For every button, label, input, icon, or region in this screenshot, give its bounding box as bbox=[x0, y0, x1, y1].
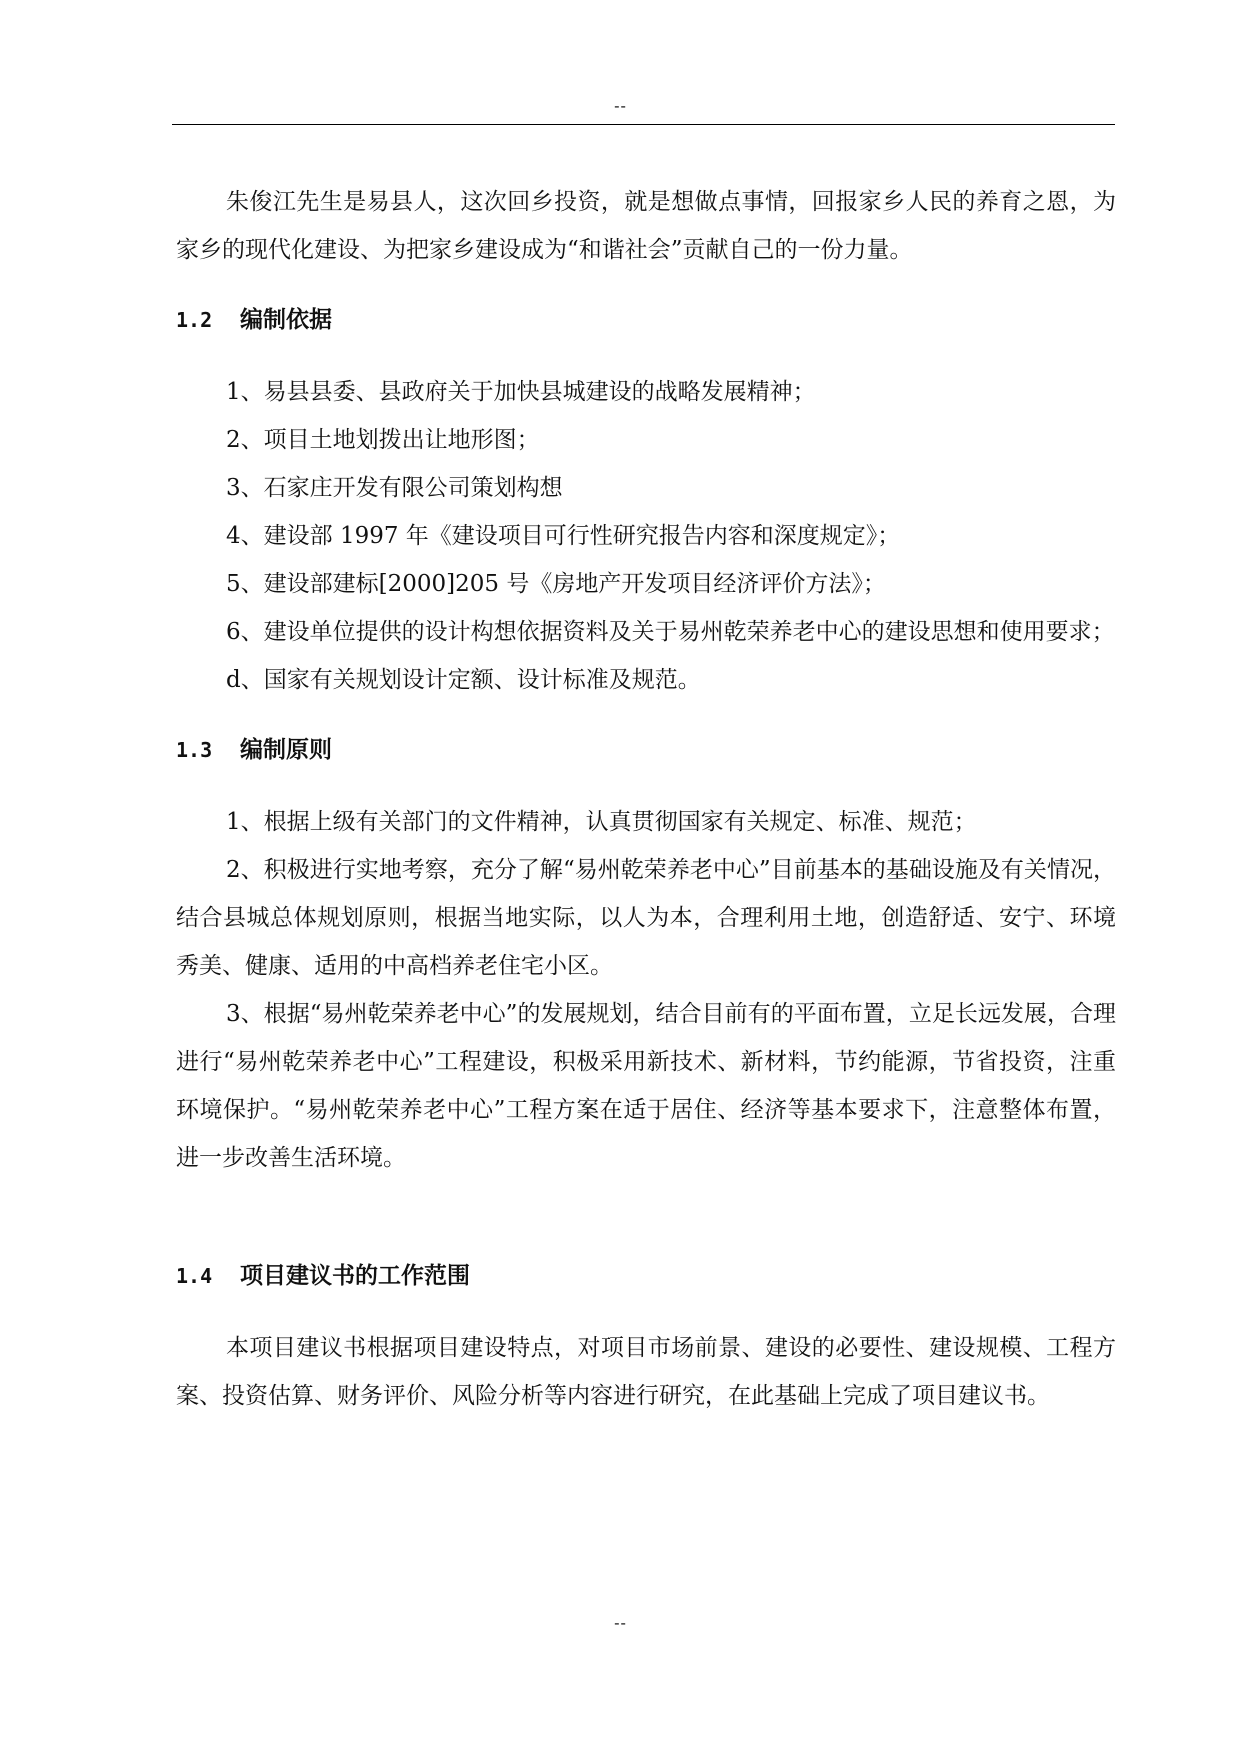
spacer bbox=[176, 704, 1116, 726]
section-heading-1-3 bbox=[176, 726, 1116, 774]
section-title: 编制依据 bbox=[240, 306, 332, 333]
spacer bbox=[176, 1300, 1116, 1324]
list-item: 1、根据上级有关部门的文件精神，认真贯彻国家有关规定、标准、规范； bbox=[226, 809, 977, 835]
list-item: 2、项目土地划拨出让地形图； bbox=[226, 427, 540, 453]
list-item: 2、积极进行实地考察，充分了解“易州乾荣养老中心”目前基本的基础设施及有关情况，结合县城总体规划原则，根据当地实际，以人为本，合理利用土地，创造舒适、安宁、环境秀美、健康、适用的中高档养老住宅小区。 bbox=[176, 857, 1116, 979]
spacer bbox=[176, 1182, 1116, 1252]
section-heading-1-2 bbox=[176, 296, 1116, 344]
document-body bbox=[176, 178, 1116, 1420]
list-item: 1、易县县委、县政府关于加快县城建设的战略发展精神； bbox=[226, 379, 816, 405]
section-heading-1-4 bbox=[176, 1252, 1116, 1300]
intro-paragraph: 朱俊江先生是易县人，这次回乡投资，就是想做点事情，回报家乡人民的养育之恩，为家乡的现代化建设、为把家乡建设成为“和谐社会”贡献自己的一份力量。 bbox=[176, 189, 1116, 263]
page-header-mark: -- bbox=[614, 96, 627, 115]
list-item: 5、建设部建标[2000]205 号《房地产开发项目经济评价方法》； bbox=[226, 571, 886, 597]
spacer bbox=[176, 774, 1116, 798]
spacer bbox=[176, 344, 1116, 368]
section-number: 1.2 bbox=[176, 308, 213, 332]
list-item: d、国家有关规划设计定额、设计标准及规范。 bbox=[226, 667, 701, 693]
list-item: 6、建设单位提供的设计构想依据资料及关于易州乾荣养老中心的建设思想和使用要求； bbox=[226, 619, 1115, 645]
list-item: 3、根据“易州乾荣养老中心”的发展规划，结合目前有的平面布置，立足长远发展，合理进行“易州乾荣养老中心”工程建设，积极采用新技术、新材料，节约能源，节省投资，注重环境保护。“易州乾荣养老中心”工程方案在适于居住、经济等基本要求下，注意整体布置，进一步改善生活环境。 bbox=[176, 1001, 1116, 1171]
scope-paragraph: 本项目建议书根据项目建设特点，对项目市场前景、建设的必要性、建设规模、工程方案、投资估算、财务评价、风险分析等内容进行研究，在此基础上完成了项目建议书。 bbox=[176, 1335, 1116, 1409]
section-title: 项目建议书的工作范围 bbox=[240, 1262, 470, 1289]
section-number: 1.4 bbox=[176, 1264, 213, 1288]
list-item: 4、建设部 1997 年《建设项目可行性研究报告内容和深度规定》； bbox=[226, 523, 901, 549]
section-number: 1.3 bbox=[176, 738, 213, 762]
section-title: 编制原则 bbox=[240, 736, 332, 763]
page-footer-mark: -- bbox=[614, 1613, 627, 1632]
list-item: 3、石家庄开发有限公司策划构想 bbox=[226, 475, 563, 501]
header-divider bbox=[172, 124, 1115, 125]
spacer bbox=[176, 274, 1116, 296]
